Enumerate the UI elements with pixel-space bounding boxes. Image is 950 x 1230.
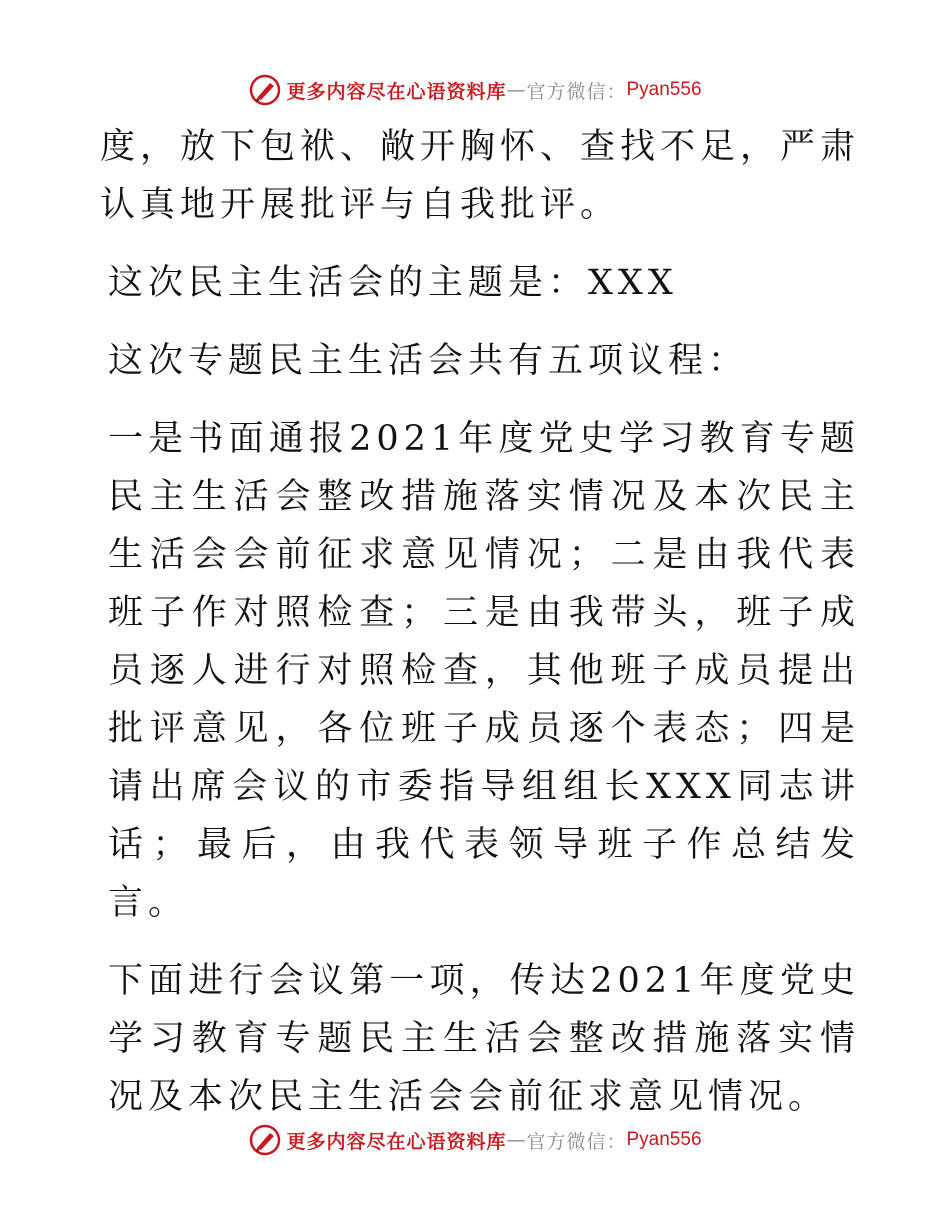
header-watermark: [0, 70, 950, 110]
pen-logo-icon: [248, 73, 282, 107]
document-body: [100, 118, 860, 1126]
watermark-account: Pyan556: [626, 79, 702, 100]
paragraph-continued: 度，放下包袱、敞开胸怀、查找不足，严肃认真地开展批评与自我批评。: [100, 127, 861, 225]
watermark-brand: 更多内容尽在心语资料库: [286, 1130, 507, 1153]
paragraph-agenda-items: 一是书面通报2021年度党史学习教育专题民主生活会整改措施落实情况及本次民主生活会会前征求意见情况；二是由我代表班子作对照检查；三是由我带头，班子成员逐人进行对照检查，其他班子成员提出批评意见，各位班子成员逐个表态；四是请出席会议的市委指导组组长XXX同志讲话；最后，由我代表领导班子作总结发言。: [108, 419, 860, 923]
watermark-label: 官方微信：: [526, 1130, 627, 1153]
paragraph-theme: 这次民主生活会的主题是：XXX: [108, 263, 678, 303]
footer-watermark: [0, 1120, 950, 1160]
watermark-brand: 更多内容尽在心语资料库: [286, 80, 507, 103]
watermark-label: 官方微信：: [526, 80, 627, 103]
paragraph-agenda-intro: 这次专题民主生活会共有五项议程：: [108, 341, 749, 381]
watermark-account: Pyan556: [626, 1129, 702, 1150]
watermark-dash: —: [506, 1129, 527, 1151]
pen-logo-icon: [248, 1123, 282, 1157]
paragraph-first-item: 下面进行会议第一项，传达2021年度党史学习教育专题民主生活会整改措施落实情况及本次民主生活会会前征求意见情况。: [108, 961, 860, 1117]
watermark-dash: —: [506, 79, 527, 101]
